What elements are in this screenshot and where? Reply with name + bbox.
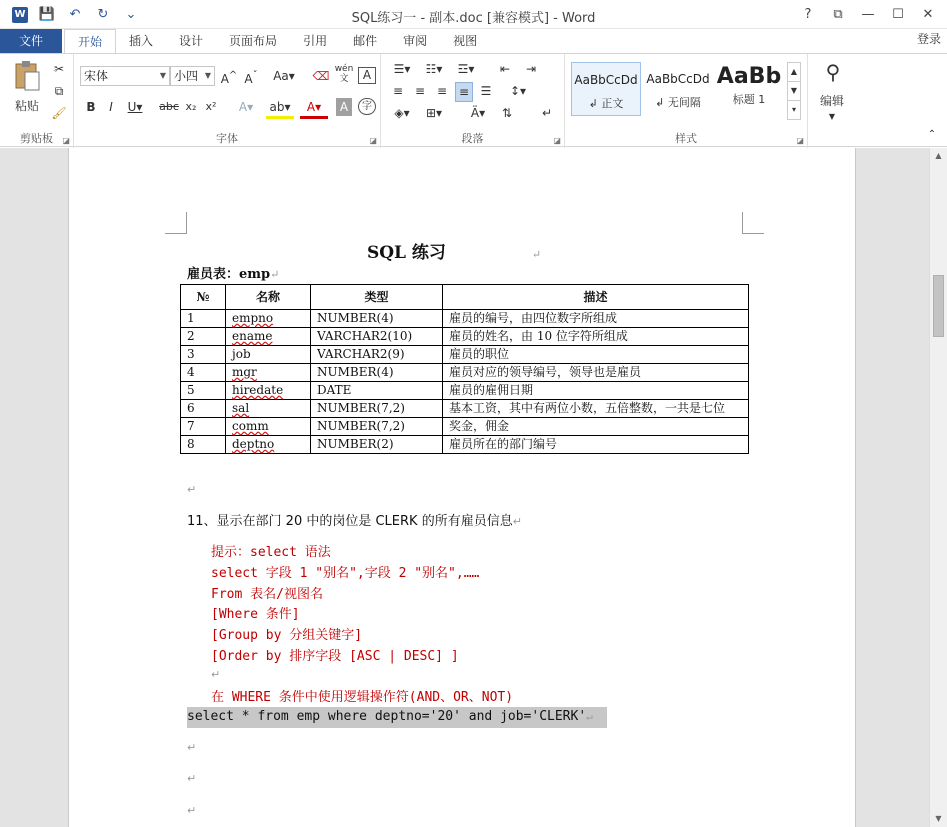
customize-qat-icon[interactable]: ⌄ — [125, 7, 137, 22]
paragraph-mark: ↵ — [512, 515, 522, 528]
table-cell: 1 — [181, 310, 226, 328]
font-size-combo[interactable] — [170, 66, 215, 86]
ribbon — [0, 53, 947, 147]
table-cell: ename — [226, 328, 311, 346]
table-cell: VARCHAR2(10) — [311, 328, 443, 346]
scroll-up-icon[interactable]: ▲ — [935, 151, 942, 160]
paste-button[interactable] — [10, 60, 44, 120]
underline-button[interactable]: U▾ — [127, 100, 143, 114]
table-cell: mgr — [226, 364, 311, 382]
sort-button[interactable]: ⇅ — [501, 106, 513, 120]
table-caption-text: 雇员表：emp — [187, 267, 271, 282]
document-area — [0, 148, 929, 827]
table-header-cell: № — [181, 285, 226, 310]
paste-icon — [12, 60, 42, 92]
style-normal-name: ↲ 正文 — [588, 97, 624, 110]
table-cell: 7 — [181, 418, 226, 436]
table-cell: comm — [226, 418, 311, 436]
hint-line: select 字段 1 "别名",字段 2 "别名",…… — [211, 566, 480, 581]
paragraph-mark: ↵ — [586, 710, 593, 723]
table-cell: 雇员的编号，由四位数字所组成 — [443, 310, 749, 328]
style-no-spacing[interactable] — [643, 62, 713, 116]
font-color-button[interactable]: A▾ — [300, 98, 328, 119]
table-cell: 基本工资，其中有两位小数，五倍整数，一共是七位 — [443, 400, 749, 418]
font-launcher-icon[interactable]: ◪ — [369, 136, 377, 145]
paragraph-mark: ↵ — [531, 248, 542, 261]
tab-home[interactable]: 开始 — [64, 29, 116, 53]
styles-more-icon[interactable]: ▾ — [787, 100, 801, 120]
styles-launcher-icon[interactable]: ◪ — [796, 136, 804, 145]
ribbon-tabs — [0, 29, 947, 53]
table-cell: 6 — [181, 400, 226, 418]
table-cell: 5 — [181, 382, 226, 400]
tab-mailings[interactable]: 邮件 — [353, 34, 378, 48]
justify-button[interactable]: ≡ — [455, 82, 473, 102]
cut-icon[interactable]: ✂ — [53, 62, 65, 76]
table-header-row — [181, 285, 749, 310]
align-right-button[interactable]: ≡ — [436, 84, 448, 98]
italic-button[interactable]: I — [109, 100, 113, 114]
margin-corner-mark — [742, 212, 764, 234]
table-cell: 雇员的雇佣日期 — [443, 382, 749, 400]
character-shading-button[interactable]: A — [336, 98, 352, 116]
paragraph-mark: ↵ — [187, 772, 197, 785]
document-title-text: SQL 练习 — [366, 243, 446, 263]
table-cell: job — [226, 346, 311, 364]
tab-view[interactable]: 视图 — [453, 34, 478, 48]
table-cell: VARCHAR2(9) — [311, 346, 443, 364]
save-icon[interactable]: 💾 — [38, 7, 56, 22]
table-cell: 雇员对应的领导编号，领导也是雇员 — [443, 364, 749, 382]
align-left-button[interactable]: ≡ — [392, 84, 404, 98]
document-page[interactable] — [68, 148, 856, 827]
editing-label: 编辑 — [819, 94, 844, 108]
subscript-button[interactable]: x₂ — [185, 100, 197, 113]
question-11 — [187, 510, 522, 529]
emp-table — [180, 284, 749, 454]
table-cell: 奖金，佣金 — [443, 418, 749, 436]
font-group — [74, 54, 381, 148]
format-painter-icon[interactable]: 🖌 — [51, 106, 67, 120]
style-heading-1-name: 标题 1 — [732, 93, 766, 106]
tab-insert[interactable]: 插入 — [129, 34, 154, 48]
table-cell: NUMBER(4) — [311, 310, 443, 328]
table-cell: 3 — [181, 346, 226, 364]
table-cell: 8 — [181, 436, 226, 454]
table-row — [181, 436, 749, 454]
hint-line: [Where 条件] — [211, 607, 300, 622]
bullets-button[interactable]: ☰▾ — [393, 62, 411, 76]
window-title: SQL练习一 - 副本.doc [兼容模式] - Word — [351, 11, 596, 26]
document-title — [69, 238, 839, 263]
table-row — [181, 310, 749, 328]
chevron-down-icon: ▼ — [159, 71, 166, 80]
clipboard-group — [0, 54, 74, 148]
style-heading-1-sample: AaBb — [716, 64, 782, 89]
ribbon-display-options-button[interactable]: ⧉ — [833, 7, 843, 22]
table-cell: 4 — [181, 364, 226, 382]
paragraph-launcher-icon[interactable]: ◪ — [553, 136, 561, 145]
collapse-ribbon-icon[interactable]: ⌃ — [927, 129, 937, 140]
styles-group — [565, 54, 808, 148]
hint-line: [Group by 分组关键字] — [211, 628, 363, 643]
table-row — [181, 328, 749, 346]
table-cell: empno — [226, 310, 311, 328]
font-name-combo[interactable] — [80, 66, 170, 86]
style-no-spacing-sample: AaBbCcDd — [646, 72, 710, 86]
table-cell: sal — [226, 400, 311, 418]
paragraph-group-label: 段落 — [461, 132, 484, 145]
maximize-button[interactable]: ☐ — [892, 7, 904, 22]
distributed-button[interactable]: ☰ — [480, 84, 492, 98]
hint-line: 在 WHERE 条件中使用逻辑操作符(AND、OR、NOT) — [211, 690, 514, 705]
highlight-color-button[interactable]: ab▾ — [266, 98, 294, 119]
style-normal-sample: AaBbCcDd — [574, 73, 638, 87]
style-normal[interactable] — [571, 62, 641, 116]
table-cell: 雇员的职位 — [443, 346, 749, 364]
chevron-down-icon: ▼ — [204, 71, 211, 80]
margin-corner-mark — [165, 212, 187, 234]
grow-font-button[interactable]: A^ — [220, 70, 238, 86]
table-caption — [187, 263, 279, 282]
hint-line: 提示：select 语法 — [211, 545, 331, 560]
table-row — [181, 400, 749, 418]
chinese-layout-button[interactable]: Ä▾ — [470, 106, 486, 120]
editing-group[interactable] — [808, 54, 858, 148]
hint-line: [Order by 排序字段 [ASC | DESC] ] — [211, 649, 459, 664]
font-size-value: 小四 — [174, 69, 199, 83]
redo-icon[interactable]: ↻ — [97, 7, 109, 22]
table-cell: 2 — [181, 328, 226, 346]
tab-design[interactable]: 设计 — [179, 34, 204, 48]
styles-scroll-up-icon[interactable]: ▲ — [787, 62, 801, 82]
table-cell: deptno — [226, 436, 311, 454]
scroll-thumb[interactable] — [933, 275, 944, 337]
window-controls — [795, 5, 941, 25]
copy-icon[interactable]: ⧉ — [54, 84, 64, 98]
table-header-cell: 类型 — [311, 285, 443, 310]
table-cell: NUMBER(7,2) — [311, 418, 443, 436]
font-name-value: 宋体 — [84, 69, 109, 83]
scroll-down-icon[interactable]: ▼ — [935, 814, 942, 823]
clipboard-group-label: 剪贴板 — [20, 132, 53, 145]
table-cell: hiredate — [226, 382, 311, 400]
styles-group-label: 样式 — [675, 132, 697, 145]
undo-icon[interactable]: ↶ — [69, 7, 81, 22]
table-cell: DATE — [311, 382, 443, 400]
sql-statement-text: select * from emp where deptno='20' and job='CLERK' — [187, 709, 587, 724]
table-header-cell: 描述 — [443, 285, 749, 310]
font-group-label: 字体 — [216, 132, 238, 145]
clipboard-launcher-icon[interactable]: ◪ — [62, 136, 70, 145]
text-effects-button[interactable]: A▾ — [238, 100, 254, 114]
question-11-text: 11、显示在部门 20 中的岗位是 CLERK 的所有雇员信息 — [187, 514, 513, 529]
hint-line: From 表名/视图名 — [211, 587, 323, 602]
decrease-indent-button[interactable]: ⇤ — [499, 62, 511, 76]
table-cell: NUMBER(4) — [311, 364, 443, 382]
style-no-spacing-name: ↲ 无间隔 — [655, 96, 701, 109]
paragraph-mark: ↵ — [270, 268, 280, 281]
table-row — [181, 382, 749, 400]
paragraph-mark: ↵ — [211, 668, 221, 681]
shrink-font-button[interactable]: $A^ˇ$ — [244, 70, 258, 86]
paragraph-group — [381, 54, 565, 148]
paste-label: 粘贴 — [14, 99, 39, 113]
tab-references[interactable]: 引用 — [303, 34, 328, 48]
clear-formatting-icon[interactable]: ⌫ — [312, 69, 330, 83]
bold-button[interactable]: B — [86, 100, 96, 114]
style-heading-1[interactable] — [715, 62, 783, 116]
vertical-scrollbar[interactable] — [929, 148, 947, 827]
styles-scroll-down-icon[interactable]: ▼ — [787, 81, 801, 101]
table-cell: NUMBER(7,2) — [311, 400, 443, 418]
line-spacing-button[interactable]: ↕▾ — [509, 84, 527, 98]
tab-file[interactable]: 文件 — [0, 29, 62, 53]
tab-review[interactable]: 审阅 — [403, 34, 428, 48]
table-header-cell: 名称 — [226, 285, 311, 310]
table-row — [181, 364, 749, 382]
change-case-button[interactable]: Aa▾ — [273, 69, 295, 83]
borders-button[interactable]: ⊞▾ — [425, 106, 443, 120]
increase-indent-button[interactable]: ⇥ — [525, 62, 537, 76]
multilevel-list-button[interactable]: ☲▾ — [457, 62, 475, 76]
table-row — [181, 418, 749, 436]
table-cell: 雇员的姓名，由 10 位字符所组成 — [443, 328, 749, 346]
strikethrough-button[interactable]: abc — [159, 100, 179, 113]
align-center-button[interactable]: ≡ — [414, 84, 426, 98]
help-button[interactable]: ? — [804, 7, 812, 22]
numbering-button[interactable]: ☷▾ — [425, 62, 443, 76]
close-button[interactable]: ✕ — [922, 7, 934, 22]
paragraph-mark: ↵ — [187, 741, 197, 754]
paragraph-mark: ↵ — [187, 804, 197, 817]
title-bar — [0, 0, 947, 29]
table-row — [181, 346, 749, 364]
tab-page-layout[interactable]: 页面布局 — [229, 34, 278, 48]
show-formatting-marks-button[interactable]: ↵ — [541, 106, 553, 120]
binoculars-icon: ⚲ — [825, 60, 841, 84]
phonetic-guide-button[interactable]: wén 文 — [334, 64, 354, 84]
sql-statement — [187, 707, 607, 728]
paragraph-mark: ↵ — [187, 483, 197, 496]
shading-button[interactable]: ◈▾ — [394, 106, 410, 120]
superscript-button[interactable]: x² — [205, 100, 217, 113]
chevron-down-icon: ▼ — [828, 112, 836, 121]
minimize-button[interactable]: — — [861, 7, 875, 22]
enclose-characters-button[interactable]: 字 — [358, 98, 376, 115]
sign-in-link[interactable]: 登录 — [916, 32, 941, 46]
word-app-icon[interactable]: W — [12, 7, 28, 23]
table-cell: 雇员所在的部门编号 — [443, 436, 749, 454]
table-cell: NUMBER(2) — [311, 436, 443, 454]
character-border-button[interactable]: A — [358, 67, 376, 84]
